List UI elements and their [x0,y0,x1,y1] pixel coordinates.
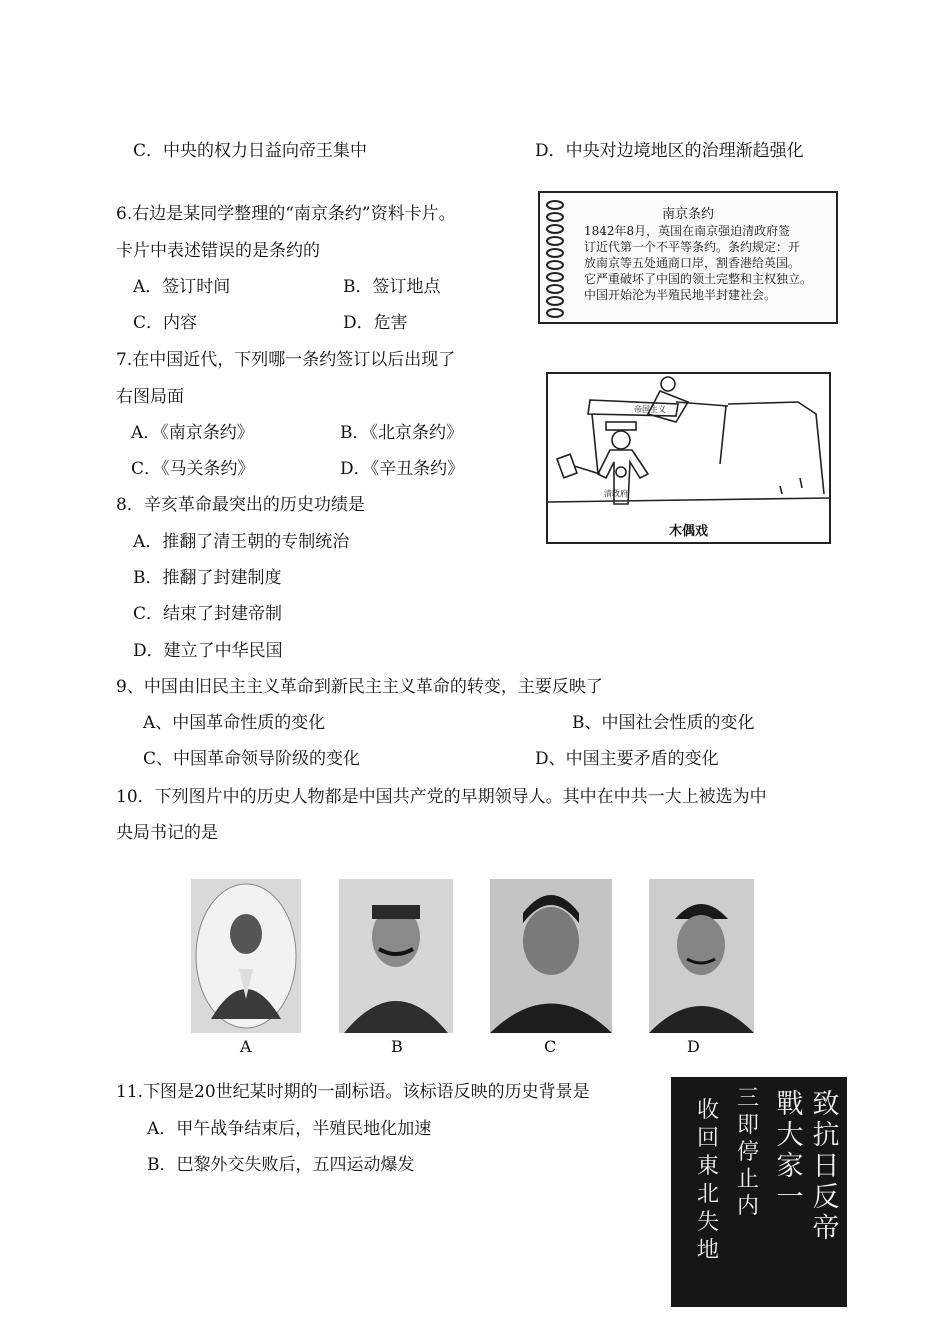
banner-column: 收回東北失地 [696,1098,719,1263]
puppet-illustration [548,374,829,519]
question-7-option-b: B．《北京条约》 [340,423,463,443]
cartoon-caption: 木偶戏 [668,524,708,539]
label-imperialism: 帝国主义 [634,405,666,414]
question-9-option-a: A、中国革命性质的变化 [143,713,326,733]
treaty-info-card [538,191,838,324]
label-qing-government: 清政府 [604,489,628,498]
question-7-option-c: C．《马关条约》 [131,459,255,479]
question-11-option-a: A．甲午战争结束后，半殖民地化加速 [147,1119,432,1139]
card-line: 中国开始沦为半殖民地半封建社会。 [584,288,777,302]
question-7-stem: 7.在中国近代，下列哪一条约签订以后出现了 [116,350,456,370]
question-6-stem-cont: 卡片中表述错误的是条约的 [116,241,320,261]
question-8-option-c: C．结束了封建帝制 [133,604,283,624]
question-8-option-b: B．推翻了封建制度 [133,568,282,588]
question-9-option-c: C、中国革命领导阶级的变化 [143,749,361,769]
banner-column: 三即停止内 [736,1086,759,1219]
card-line: 1842年8月，英国在南京强迫清政府签 [584,224,791,238]
question-8-stem: 8．辛亥革命最突出的历史功绩是 [116,495,365,515]
question-10-stem: 10．下列图片中的历史人物都是中国共产党的早期领导人。其中在中共一大上被选为中 [116,787,767,807]
card-line: 放南京等五处通商口岸，割香港给英国。 [584,256,801,270]
puppet-show-cartoon [546,372,831,544]
card-title: 南京条约 [661,207,714,222]
banner-column: 戰大家一 [776,1089,804,1213]
question-11-stem: 11.下图是20世纪某时期的一副标语。该标语反映的历史背景是 [116,1082,590,1102]
portrait-c [490,879,612,1033]
portrait-label-a: A [240,1037,252,1056]
portrait-label-c: C [544,1037,557,1056]
banner-column: 致抗日反帝 [812,1089,840,1244]
question-6-option-c: C．内容 [133,313,198,333]
question-8-option-a: A．推翻了清王朝的专制统治 [133,532,350,552]
option-c: C．中央的权力日益向帝王集中 [133,141,368,161]
card-line: 订近代第一个不平等条约。条约规定：开 [584,240,801,254]
question-11-option-b: B．巴黎外交失败后，五四运动爆发 [147,1155,415,1175]
option-d: D．中央对边境地区的治理渐趋强化 [535,141,804,161]
portrait-label-d: D [687,1037,700,1056]
question-7-stem-cont: 右图局面 [116,387,184,407]
slogan-banner-photo [671,1077,847,1307]
question-6-option-a: A．签订时间 [133,277,231,297]
question-6-stem: 6.右边是某同学整理的“南京条约”资料卡片。 [116,204,456,224]
question-10-stem-cont: 央局书记的是 [116,823,218,843]
portrait-d [649,879,754,1033]
question-9-option-d: D、中国主要矛盾的变化 [535,749,719,769]
portrait-a [191,879,301,1033]
portrait-label-b: B [391,1037,403,1056]
question-7-option-d: D．《辛丑条约》 [340,459,465,479]
question-7-option-a: A．《南京条约》 [131,423,254,443]
question-6-option-b: B．签订地点 [343,277,441,297]
card-line: 它严重破坏了中国的领土完整和主权独立。 [584,272,813,286]
portrait-b [339,879,453,1033]
card-body [584,223,828,303]
question-6-option-d: D．危害 [343,313,408,333]
question-9-stem: 9、中国由旧民主主义革命到新民主主义革命的转变，主要反映了 [116,677,603,697]
question-8-option-d: D．建立了中华民国 [133,641,283,661]
question-9-option-b: B、中国社会性质的变化 [572,713,755,733]
